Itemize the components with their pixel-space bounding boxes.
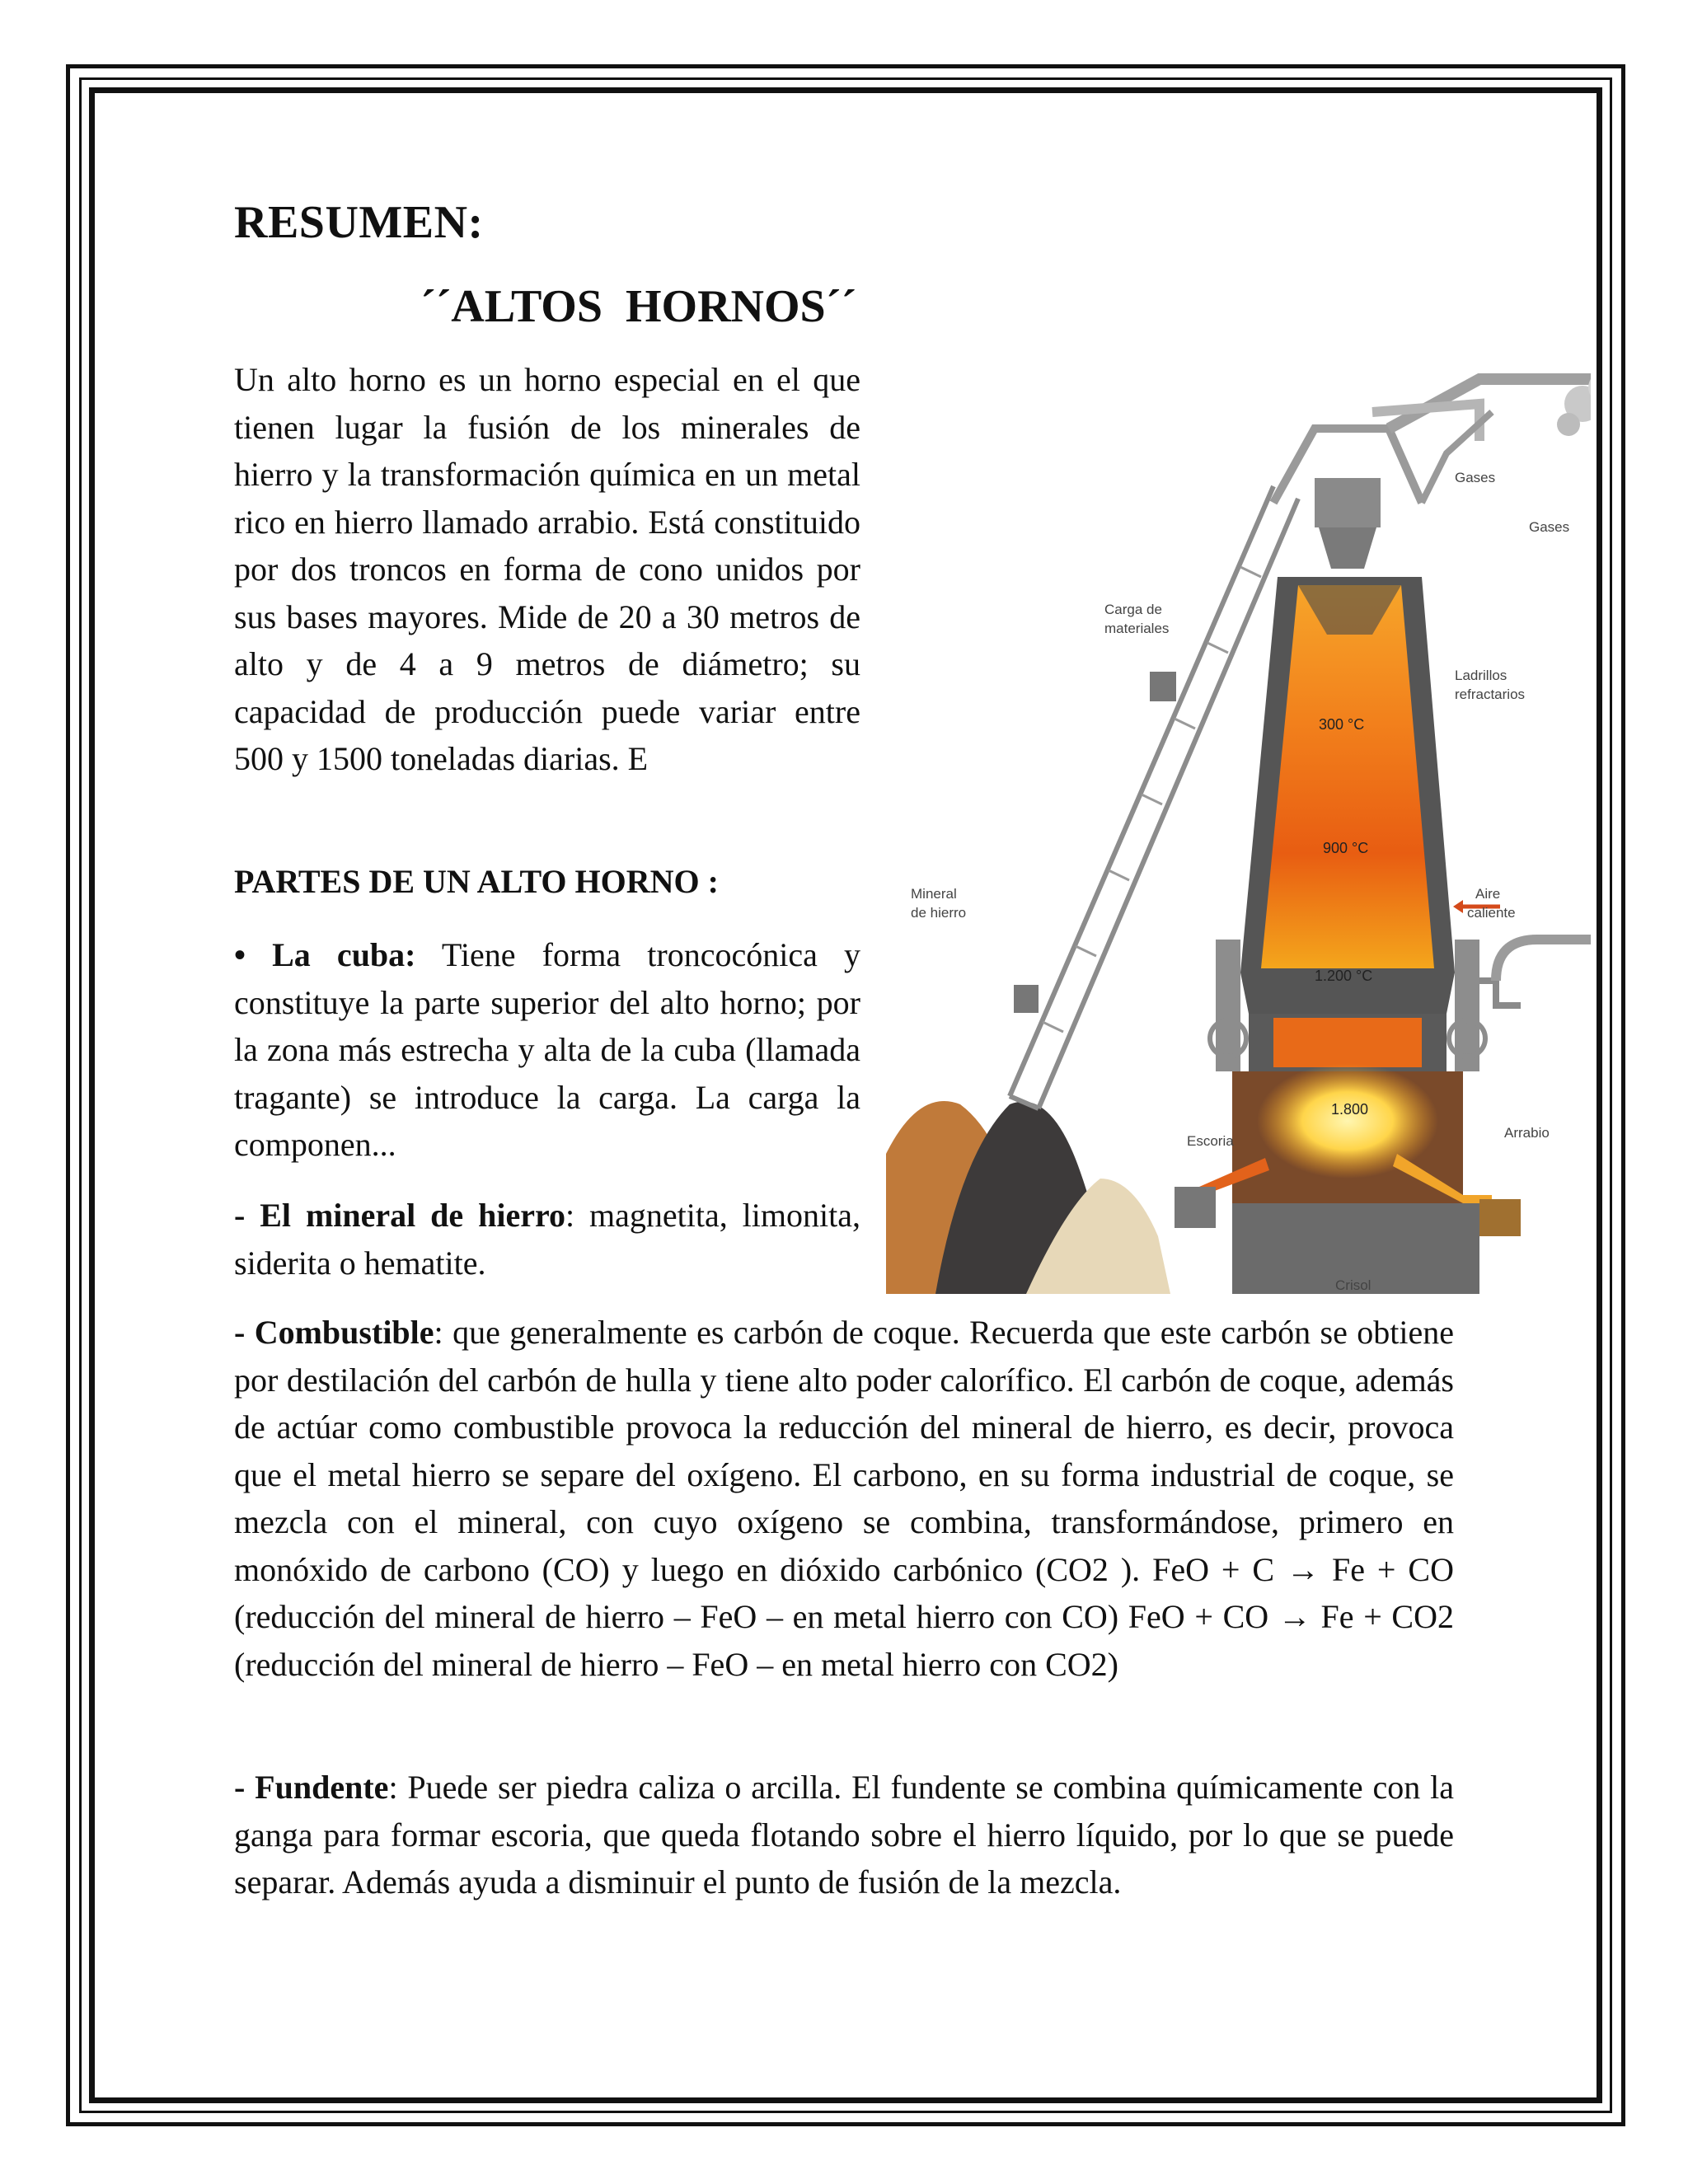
label-mineral-1: Mineral bbox=[911, 886, 957, 902]
blast-furnace-illustration bbox=[886, 363, 1591, 1294]
label-arrabio: Arrabio bbox=[1504, 1125, 1550, 1141]
cuba-term: • La cuba: bbox=[234, 936, 416, 973]
label-crisol: Crisol bbox=[1335, 1277, 1372, 1293]
mineral-text: : magnetita, limonita, siderita o hematite. bbox=[234, 1197, 860, 1282]
document-title: ´´ALTOS HORNOS´´ bbox=[420, 281, 856, 332]
intro-paragraph: Un alto horno es un horno especial en el que tienen lugar la fusión de los minerales de hierro y la transformación química en un metal rico en hierro llamado arrabio. Está constituido por dos troncos en forma de cono unidos por sus bases mayores. Mide de 20 a 30 metros de alto y de 4 a 9 metros de diámetro; su capacidad de producción puede variar entre 500 y 1500 toneladas diarias. E bbox=[234, 361, 860, 777]
fundente-term: - Fundente bbox=[234, 1769, 389, 1806]
cuba-paragraph bbox=[234, 931, 860, 1169]
label-temp-900: 900 °C bbox=[1323, 840, 1369, 856]
parts-heading: PARTES DE UN ALTO HORNO : bbox=[234, 863, 719, 900]
label-escoria: Escoria bbox=[1187, 1133, 1234, 1149]
fundente-paragraph bbox=[234, 1764, 1454, 1906]
label-ladrillos-1: Ladrillos bbox=[1455, 668, 1507, 683]
label-carga-2: materiales bbox=[1104, 621, 1170, 636]
label-temp-300: 300 °C bbox=[1319, 716, 1365, 733]
combustible-term: - Combustible bbox=[234, 1314, 434, 1351]
combustible-text: : que generalmente es carbón de coque. Recuerda que este carbón se obtiene por destilación del carbón de hulla y tiene alto poder calorífico. El carbón de coque, además de actúar como combustible provoca la reducción del mineral de hierro, es decir, provoca que el metal hierro se separe del oxígeno. El carbono, en su forma industrial de coque, se mezcla con el mineral, con cuyo oxígeno se combina, transformándose, primero en monóxido de carbono (CO) y luego en dióxido carbónico (CO2 ). FeO + C → Fe + CO (reducción del mineral de hierro – FeO – en metal hierro con CO) FeO + CO → Fe + CO2 (reducción del mineral de hierro – FeO – en metal hierro con CO2) bbox=[234, 1314, 1454, 1683]
cuba-text: Tiene forma troncocónica y constituye la parte superior del alto horno; por la zona más estrecha y alta de la cuba (llamada tragante) se introduce la carga. La carga la componen... bbox=[234, 936, 860, 1163]
label-temp-1800: 1.800 bbox=[1331, 1101, 1369, 1118]
label-gases: Gases bbox=[1455, 470, 1496, 485]
fundente-text: : Puede ser piedra caliza o arcilla. El fundente se combina químicamente con la ganga para formar escoria, que queda flotando sobre el hierro líquido, por lo que se puede separar. Además ayuda a disminuir el punto de fusión de la mezcla. bbox=[234, 1769, 1454, 1900]
label-aire-1: Aire bbox=[1475, 886, 1501, 902]
label-temp-1200: 1.200 °C bbox=[1315, 968, 1373, 984]
label-carga-1: Carga de bbox=[1104, 602, 1162, 617]
combustible-paragraph bbox=[234, 1309, 1454, 1688]
label-mineral-2: de hierro bbox=[911, 905, 967, 921]
summary-heading: RESUMEN: bbox=[234, 197, 484, 248]
label-aire-2: caliente bbox=[1467, 905, 1516, 921]
mineral-term: - El mineral de hierro bbox=[234, 1197, 565, 1234]
label-ladrillos-2: refractarios bbox=[1455, 687, 1526, 702]
label-gases-2: Gases bbox=[1529, 519, 1570, 535]
mineral-paragraph bbox=[234, 1192, 860, 1286]
